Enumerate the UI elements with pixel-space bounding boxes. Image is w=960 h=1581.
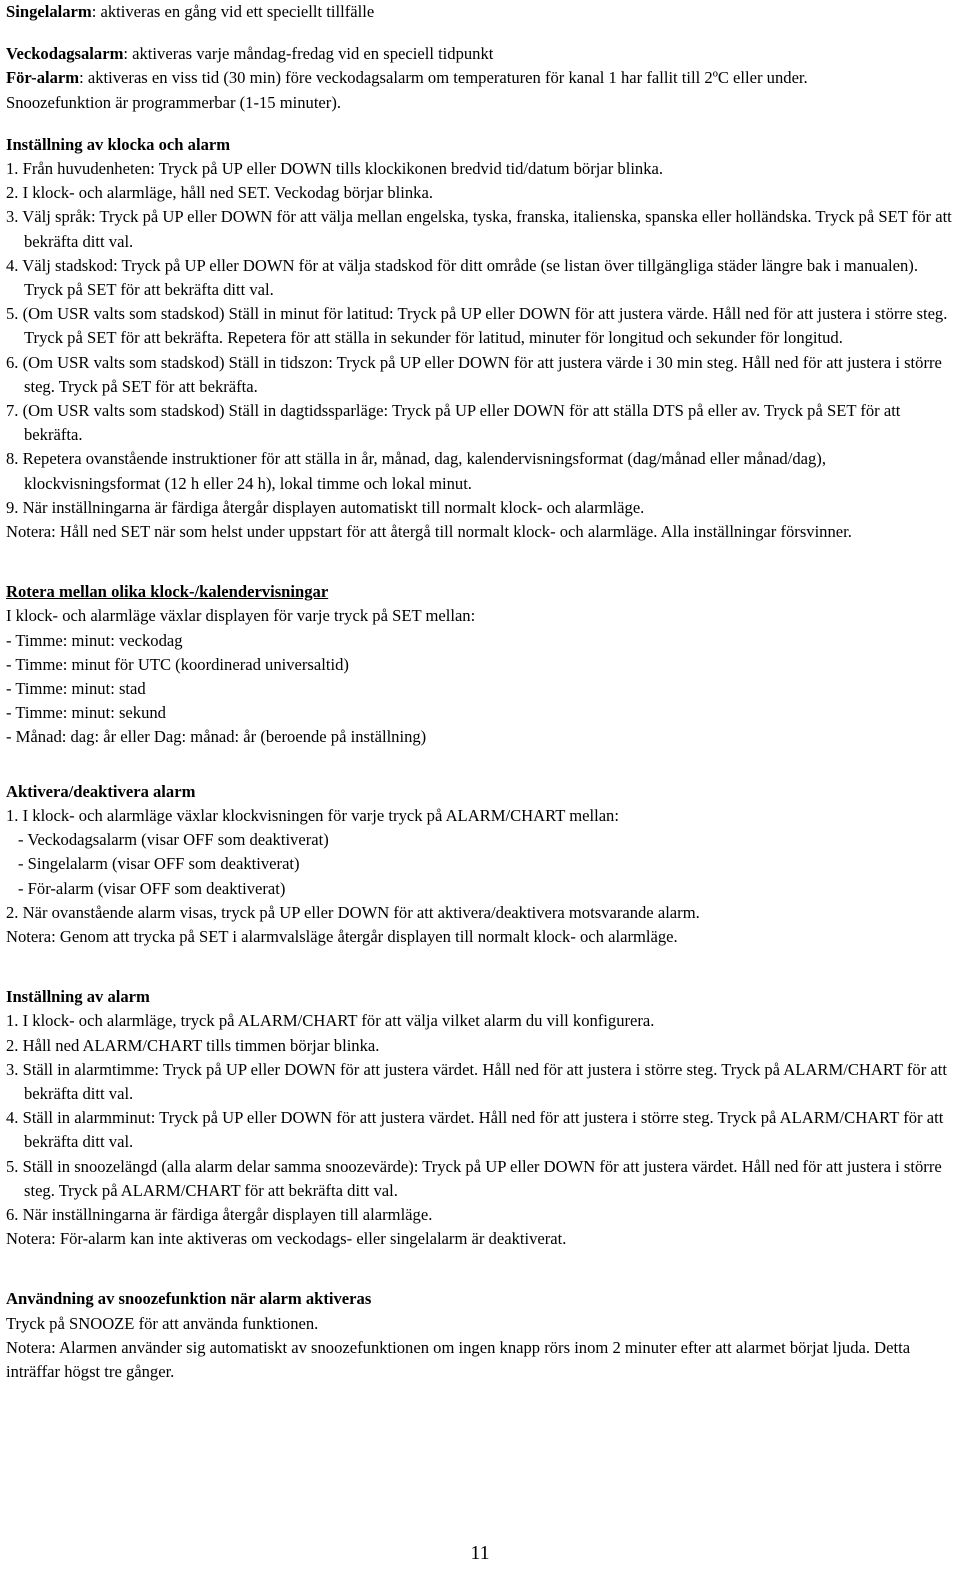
clock-note: Notera: Håll ned SET när som helst under uppstart för att återgå till normalt klock- och alarmläge. Alla inställningar försvinner.: [6, 522, 852, 542]
toggle-item: - Singelalarm (visar OFF som deaktiverat): [18, 854, 300, 874]
section-heading-toggle-alarm: Aktivera/deaktivera alarm: [6, 781, 196, 801]
alarm-type-single: Singelalarm: aktiveras en gång vid ett speciellt tillfälle: [6, 2, 375, 21]
clock-step: 9. När inställningarna är färdiga återgår displayen automatiskt till normalt klock- och alarmläge.: [6, 497, 645, 517]
section-heading-clock-setting: Inställning av klocka och alarm: [6, 134, 231, 154]
clock-step: 7. (Om USR valts som stadskod) Ställ in dagtidssparläge: Tryck på UP eller DOWN för att ställa DTS på eller av. Tryck på SET för att bekräfta.: [6, 401, 901, 445]
snooze-use-line: Tryck på SNOOZE för att använda funktionen.: [6, 1313, 319, 1333]
alarm-type-pre: För-alarm: aktiveras en viss tid (30 min) före veckodagsalarm om temperaturen för kanal 1 har fallit till 2ºC eller under.: [6, 68, 808, 88]
alarm-step: 3. Ställ in alarmtimme: Tryck på UP eller DOWN för att justera värdet. Håll ned för att justera i större steg. Tryck på ALARM/CHART för att bekräfta ditt val.: [6, 1059, 947, 1103]
manual-page: [6, 0, 954, 1384]
clock-step: 5. (Om USR valts som stadskod) Ställ in minut för latitud: Tryck på UP eller DOWN för att justera värde. Håll ned för att justera i större steg. Tryck på SET för att bekräfta. Repetera för att ställa in sekunder för latitud, minuter för longitud och sekunder för longitud.: [6, 304, 948, 348]
toggle-item: - För-alarm (visar OFF som deaktiverat): [18, 878, 286, 898]
toggle-step: 2. När ovanstående alarm visas, tryck på UP eller DOWN för att aktivera/deaktivera motsvarande alarm.: [6, 902, 700, 922]
alarm-step: 4. Ställ in alarmminut: Tryck på UP eller DOWN för att justera värdet. Håll ned för att justera i större steg. Tryck på ALARM/CHART för att bekräfta ditt val.: [6, 1108, 944, 1152]
toggle-item: - Veckodagsalarm (visar OFF som deaktiverat): [18, 830, 329, 850]
alarm-step: 1. I klock- och alarmläge, tryck på ALARM/CHART för att välja vilket alarm du vill konfigurera.: [6, 1011, 655, 1031]
snooze-programmable-note: Snoozefunktion är programmerbar (1-15 minuter).: [6, 92, 341, 112]
clock-step: 1. Från huvudenheten: Tryck på UP eller DOWN tills klockikonen bredvid tid/datum börjar blinka.: [6, 159, 664, 179]
section-heading-snooze-use: Användning av snoozefunktion när alarm aktiveras: [6, 1289, 372, 1309]
alarm-type-weekday: Veckodagsalarm: aktiveras varje måndag-fredag vid en speciell tidpunkt: [6, 44, 494, 64]
snooze-use-note: Notera: Alarmen använder sig automatiskt av snoozefunktionen om ingen knapp rörs inom 2 minuter efter att alarmet börjat ljuda. Detta inträffar högst tre gånger.: [6, 1337, 911, 1381]
alarm-step: 6. När inställningarna är färdiga återgår displayen till alarmläge.: [6, 1204, 433, 1224]
rotate-item: - Timme: minut: sekund: [6, 703, 166, 723]
clock-step: 3. Välj språk: Tryck på UP eller DOWN för att välja mellan engelska, tyska, franska, italienska, spanska eller holländska. Tryck på SET för att bekräfta ditt val.: [6, 207, 952, 251]
toggle-note: Notera: Genom att trycka på SET i alarmvalsläge återgår displayen till normalt klock- och alarmläge.: [6, 926, 678, 946]
alarm-step: 5. Ställ in snoozelängd (alla alarm delar samma snoozevärde): Tryck på UP eller DOWN för att justera värdet. Håll ned för att justera i större steg. Tryck på ALARM/CHART för att bekräfta ditt val.: [6, 1156, 942, 1200]
alarm-step: 2. Håll ned ALARM/CHART tills timmen börjar blinka.: [6, 1035, 380, 1055]
rotate-item: - Timme: minut: veckodag: [6, 630, 183, 650]
section-heading-set-alarm: Inställning av alarm: [6, 987, 150, 1007]
clock-step: 2. I klock- och alarmläge, håll ned SET. Veckodag börjar blinka.: [6, 183, 433, 203]
rotate-intro: I klock- och alarmläge växlar displayen för varje tryck på SET mellan:: [6, 606, 476, 626]
clock-step: 6. (Om USR valts som stadskod) Ställ in tidszon: Tryck på UP eller DOWN för att justera värde i 30 min steg. Håll ned för att justera i större steg. Tryck på SET för att bekräfta.: [6, 352, 942, 396]
rotate-item: - Månad: dag: år eller Dag: månad: år (beroende på inställning): [6, 727, 427, 747]
clock-step: 8. Repetera ovanstående instruktioner för att ställa in år, månad, dag, kalendervisningsformat (dag/månad eller månad/dag), klockvisningsformat (12 h eller 24 h), lokal timme och lokal minut.: [6, 449, 826, 493]
toggle-step: 1. I klock- och alarmläge växlar klockvisningen för varje tryck på ALARM/CHART mellan:: [6, 805, 619, 825]
section-heading-rotate: Rotera mellan olika klock-/kalendervisningar: [6, 582, 329, 602]
page-number: 11: [470, 1542, 490, 1564]
alarm-note: Notera: För-alarm kan inte aktiveras om veckodags- eller singelalarm är deaktiverat.: [6, 1229, 567, 1249]
rotate-item: - Timme: minut: stad: [6, 679, 146, 699]
clock-step: 4. Välj stadskod: Tryck på UP eller DOWN för at välja stadskod för ditt område (se listan över tillgängliga städer längre bak i manualen). Tryck på SET för att bekräfta ditt val.: [6, 255, 918, 300]
rotate-item: - Timme: minut för UTC (koordinerad universaltid): [6, 654, 349, 674]
